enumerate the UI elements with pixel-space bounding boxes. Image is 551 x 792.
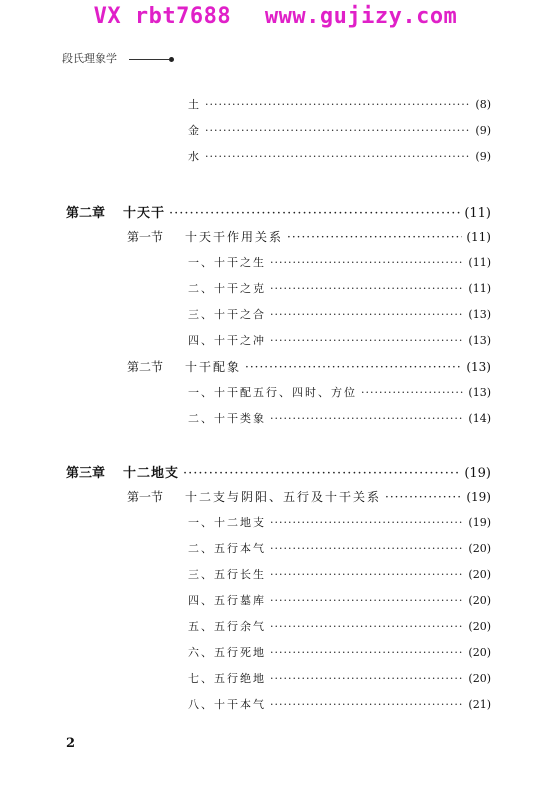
toc-leader-dots: [205, 98, 471, 111]
toc-entry-title: 四、五行墓库: [188, 594, 266, 607]
watermark-text: [0, 4, 551, 29]
toc-leader-dots: [205, 150, 471, 163]
toc-entry-number: 第一节: [127, 230, 164, 244]
running-head-rule: [129, 59, 169, 60]
toc-entry-page: (11): [468, 282, 491, 295]
toc-entry-item[interactable]: [188, 644, 491, 664]
toc-leader-dots: [270, 594, 464, 607]
toc-entry-section[interactable]: [127, 358, 491, 378]
toc-entry-page: (19): [464, 466, 491, 481]
toc-entry-page: (21): [468, 698, 491, 711]
page-number: 2: [66, 736, 76, 751]
toc-leader-dots: [287, 230, 462, 244]
toc-entry-title: 十二地支: [123, 466, 180, 481]
toc-leader-dots: [270, 698, 464, 711]
toc-entry-item[interactable]: [188, 566, 491, 586]
toc-entry-number: 第三章: [66, 466, 106, 481]
toc-entry-page: (11): [466, 230, 491, 244]
toc-entry-chapter[interactable]: [66, 462, 491, 482]
running-head: [62, 50, 174, 66]
toc-entry-item[interactable]: [188, 410, 491, 430]
toc-entry-number: 第一节: [127, 490, 164, 504]
toc-entry-item[interactable]: [188, 540, 491, 560]
toc-entry-title: 一、十干之生: [188, 256, 266, 269]
toc-entry-title: 八、十干本气: [188, 698, 266, 711]
toc-entry-item[interactable]: [188, 96, 491, 116]
toc-entry-item[interactable]: [188, 280, 491, 300]
toc-entry-page: (9): [475, 150, 491, 163]
toc-leader-dots: [270, 334, 464, 347]
toc-entry-title: 十天干: [123, 206, 166, 221]
toc-leader-dots: [270, 672, 464, 685]
running-head-dot: [169, 57, 174, 62]
toc-entry-page: (20): [468, 646, 491, 659]
toc-leader-dots: [270, 542, 464, 555]
toc-entry-page: (19): [468, 516, 491, 529]
toc-entry-title: 水: [188, 150, 201, 163]
watermark-left: VX rbt7688: [93, 4, 232, 29]
toc-entry-item[interactable]: [188, 384, 491, 404]
toc-entry-item[interactable]: [188, 696, 491, 716]
toc-entry-title: 十天干作用关系: [185, 230, 284, 244]
toc-leader-dots: [270, 646, 464, 659]
watermark-right: www.gujizy.com: [264, 4, 458, 29]
toc-entry-page: (20): [468, 620, 491, 633]
toc-leader-dots: [205, 124, 471, 137]
toc-entry-page: (13): [468, 386, 491, 399]
toc-entry-page: (11): [464, 206, 491, 221]
toc-entry-page: (19): [466, 490, 491, 504]
toc-entry-item[interactable]: [188, 514, 491, 534]
toc-leader-dots: [270, 516, 464, 529]
toc-entry-page: (20): [468, 594, 491, 607]
toc-leader-dots: [270, 412, 464, 425]
toc-entry-title: 五、五行余气: [188, 620, 266, 633]
toc-entry-page: (14): [468, 412, 491, 425]
toc-entry-title: 二、十干之克: [188, 282, 266, 295]
toc-entry-page: (8): [475, 98, 491, 111]
toc-leader-dots: [169, 206, 460, 221]
toc-leader-dots: [245, 360, 462, 374]
toc-entry-title: 土: [188, 98, 201, 111]
toc-entry-page: (11): [468, 256, 491, 269]
toc-entry-item[interactable]: [188, 148, 491, 168]
toc-entry-page: (20): [468, 568, 491, 581]
toc-entry-number: 第二章: [66, 206, 106, 221]
toc-leader-dots: [270, 620, 464, 633]
toc-entry-section[interactable]: [127, 228, 491, 248]
toc-entry-title: 三、五行长生: [188, 568, 266, 581]
toc-entry-title: 二、五行本气: [188, 542, 266, 555]
toc-entry-item[interactable]: [188, 254, 491, 274]
toc-entry-page: (9): [475, 124, 491, 137]
toc-entry-item[interactable]: [188, 670, 491, 690]
toc-leader-dots: [385, 490, 462, 504]
toc-entry-page: (20): [468, 672, 491, 685]
toc-leader-dots: [183, 466, 460, 481]
toc-entry-page: (13): [468, 308, 491, 321]
running-head-title: 段氏理象学: [62, 52, 117, 65]
toc-entry-title: 四、十干之冲: [188, 334, 266, 347]
toc-entry-item[interactable]: [188, 306, 491, 326]
toc-entry-title: 七、五行绝地: [188, 672, 266, 685]
toc-entry-item[interactable]: [188, 122, 491, 142]
toc-entry-title: 六、五行死地: [188, 646, 266, 659]
toc-entry-title: 一、十二地支: [188, 516, 266, 529]
toc-leader-dots: [270, 282, 464, 295]
toc-entry-title: 一、十干配五行、四时、方位: [188, 386, 357, 399]
toc-entry-page: (13): [468, 334, 491, 347]
toc-entry-section[interactable]: [127, 488, 491, 508]
toc-leader-dots: [361, 386, 464, 399]
toc-entry-number: 第二节: [127, 360, 164, 374]
toc-entry-item[interactable]: [188, 592, 491, 612]
toc-entry-title: 金: [188, 124, 201, 137]
toc-entry-page: (20): [468, 542, 491, 555]
toc-entry-chapter[interactable]: [66, 202, 491, 222]
toc-entry-item[interactable]: [188, 618, 491, 638]
toc-entry-title: 十二支与阴阳、五行及十干关系: [185, 490, 382, 504]
toc-leader-dots: [270, 568, 464, 581]
toc-entry-title: 十干配象: [185, 360, 242, 374]
toc-leader-dots: [270, 308, 464, 321]
toc-entry-page: (13): [466, 360, 491, 374]
toc-leader-dots: [270, 256, 464, 269]
toc-entry-item[interactable]: [188, 332, 491, 352]
toc-entry-title: 二、十干类象: [188, 412, 266, 425]
toc-entry-title: 三、十干之合: [188, 308, 266, 321]
